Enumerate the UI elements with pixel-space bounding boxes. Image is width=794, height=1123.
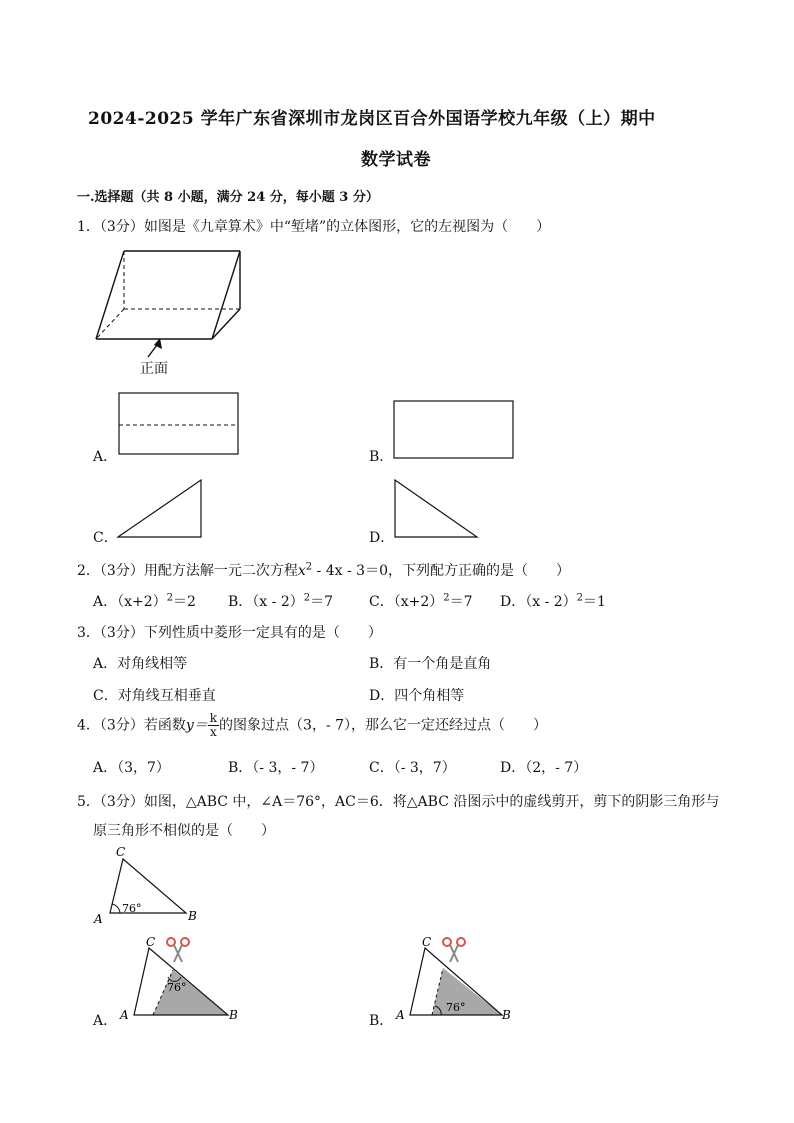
- label-c: C: [422, 935, 432, 949]
- q4-option-d[interactable]: D．（2，- 7）: [500, 760, 588, 776]
- q5-option-b-figure: [394, 930, 519, 1022]
- q2-stem-post: - 4x - 3＝0，下列配方正确的是（ ）: [312, 563, 570, 579]
- option-rhs: ＝7: [449, 594, 473, 610]
- option-label: A．: [93, 594, 118, 610]
- q1-option-b-figure: [393, 400, 515, 460]
- q2-option-c[interactable]: [369, 591, 473, 611]
- label-b: B: [229, 1008, 238, 1022]
- question-2-stem: [77, 560, 570, 580]
- q5-option-a-label[interactable]: A．: [93, 1013, 118, 1029]
- option-label: C．: [369, 594, 394, 610]
- option-expr: （x+2）: [117, 594, 167, 610]
- q4-fraction: [208, 712, 219, 739]
- angle-label: 76°: [122, 902, 142, 915]
- fraction-numerator: k: [209, 711, 218, 725]
- scissors-icon: [167, 938, 189, 962]
- q2-option-b[interactable]: [228, 591, 333, 611]
- q1-option-b-label[interactable]: B．: [369, 449, 394, 465]
- label-c: C: [116, 845, 126, 859]
- q5-main-triangle: [90, 843, 210, 928]
- q2-stem-var: x: [297, 563, 306, 579]
- front-label: 正面: [140, 361, 168, 377]
- q1-solid-figure: [90, 245, 250, 380]
- question-4-stem: [77, 712, 547, 739]
- title-line2: 数学试卷: [361, 150, 431, 170]
- option-rhs: ＝1: [583, 594, 606, 610]
- section-heading: 一.选择题（共 8 小题，满分 24 分，每小题 3 分）: [77, 190, 379, 205]
- question-3-stem: 3．（3分）下列性质中菱形一定具有的是（ ）: [77, 625, 382, 641]
- title-line1: 2024-2025 学年广东省深圳市龙岗区百合外国语学校九年级（上）期中: [88, 109, 656, 129]
- q2-stem-sup: 2: [305, 561, 313, 573]
- option-sup: 2: [443, 592, 450, 604]
- question-5-stem-line2: 原三角形不相似的是（ ）: [93, 823, 275, 839]
- angle-label: 76°: [446, 1001, 466, 1014]
- q4-stem-post: 的图象过点（3，- 7），那么它一定还经过点（ ）: [219, 717, 548, 734]
- label-c: C: [146, 935, 156, 949]
- question-5-stem-line1: 5．（3分）如图，△ABC 中，∠A＝76°，AC＝6．将△ABC 沿图示中的虚线剪开，剪下的阴影三角形与: [77, 794, 720, 810]
- q4-stem-y: y＝: [185, 717, 208, 734]
- q3-option-b[interactable]: B．有一个角是直角: [369, 656, 492, 672]
- q5-option-b-label[interactable]: B．: [369, 1013, 394, 1029]
- scissors-icon: [443, 938, 465, 962]
- angle-label: 76°: [167, 981, 187, 994]
- q3-option-c[interactable]: C．对角线互相垂直: [93, 688, 216, 704]
- label-b: B: [502, 1008, 511, 1022]
- q1-option-c-label[interactable]: C．: [93, 530, 118, 546]
- q4-option-a[interactable]: A．（3，7）: [93, 760, 170, 776]
- label-b: B: [188, 909, 197, 923]
- option-sup: 2: [166, 592, 174, 604]
- option-rhs: ＝2: [173, 594, 196, 610]
- option-label: D．: [500, 594, 526, 610]
- q5-option-a-figure: [118, 930, 243, 1022]
- option-expr: （x+2）: [393, 594, 444, 610]
- q3-option-d[interactable]: D．四个角相等: [369, 688, 465, 704]
- q1-option-c-figure: [117, 478, 203, 540]
- q4-option-c[interactable]: C．（- 3，7）: [369, 760, 456, 776]
- q1-option-a-figure: [118, 392, 240, 456]
- q2-option-a[interactable]: [93, 591, 196, 611]
- q2-stem-pre: 2．（3分）用配方法解一元二次方程: [77, 563, 298, 579]
- label-a: A: [120, 1008, 129, 1022]
- fraction-denominator: x: [210, 725, 217, 739]
- q2-option-d[interactable]: [500, 591, 606, 611]
- option-rhs: ＝7: [310, 594, 334, 610]
- q1-option-d-label[interactable]: D．: [369, 530, 395, 546]
- option-expr: （x - 2）: [252, 594, 304, 610]
- q1-option-a-label[interactable]: A．: [93, 449, 118, 465]
- option-label: B．: [228, 594, 253, 610]
- option-sup: 2: [576, 592, 584, 604]
- q3-option-a[interactable]: A．对角线相等: [93, 656, 188, 672]
- q1-option-d-figure: [393, 478, 479, 540]
- label-a: A: [396, 1008, 405, 1022]
- question-1-stem: 1．（3分）如图是《九章算术》中“堑堵”的立体图形，它的左视图为（ ）: [77, 219, 551, 235]
- q4-option-b[interactable]: B．（- 3，- 7）: [228, 760, 324, 776]
- q4-stem-pre: 4．（3分）若函数: [77, 717, 186, 734]
- option-expr: （x - 2）: [525, 594, 577, 610]
- option-sup: 2: [303, 592, 311, 604]
- label-a: A: [94, 912, 103, 926]
